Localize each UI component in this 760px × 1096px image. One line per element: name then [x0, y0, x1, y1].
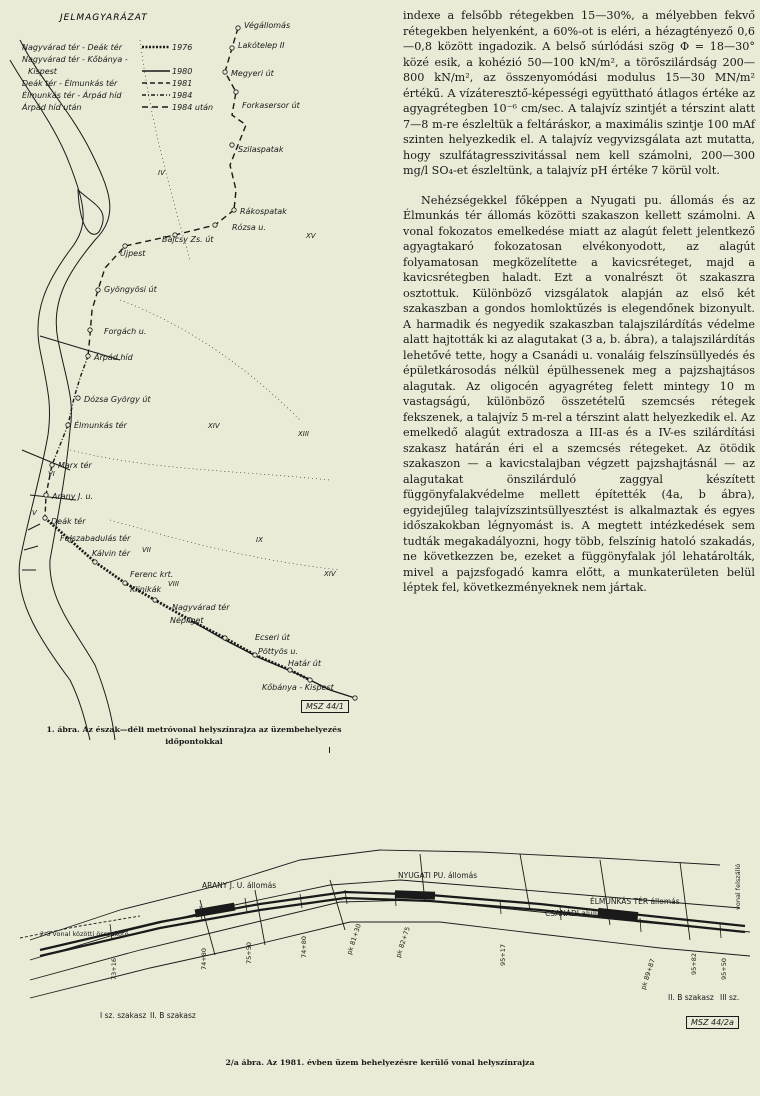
svg-text:pk 82+75: pk 82+75	[394, 925, 412, 959]
station-label: Megyeri út	[231, 69, 274, 78]
station-label: Kálvin tér	[92, 549, 131, 558]
svg-text:75+50: 75+50	[245, 942, 253, 964]
station-label: Élmunkás tér	[74, 421, 127, 430]
svg-text:VII: VII	[142, 546, 151, 554]
article-paragraph: indexe a felsőbb rétegekben 15—30%, a mélyebben fekvő rétegekben helyenként, a 60%-ot is eléri, a hézagtényező 0,6—0,8 között ingadozik. A belső súrlódási szög Φ = 18—30° közé esik, a kohézió 50—100 kN/m², a törőszilárdság 200—800 kN/m², az összenyomódási modulus 15—30 MN/m² értékű. A vízáteresztő-képességi együttható átlagos értéke az agyagrétegben 10⁻⁶ cm/sec. A talajvíz szintjét a térszint alatt 7—8 m-re észleltük a feltáráskor, a maximális szintje 100 mAf szinten helyezkedik el. A talajvíz vegyvizsgálata azt mutatta, hogy szulfátagresszivitással nem kell számolni, 200—300 mg/l SO₄-et észleltünk, a talajvíz pH értéke 7 körül volt.	[403, 9, 755, 177]
svg-text:XIV: XIV	[208, 422, 220, 430]
legend-year-6: 1984 után	[172, 103, 214, 112]
metro-line	[45, 28, 355, 698]
station-label: Végállomás	[244, 21, 291, 30]
article-paragraph: Nehézségekkel főképpen a Nyugati pu. állomás és az Élmunkás tér állomás közötti szakaszon kellett számolni. A vonal fokozatos emelkedése miatt az alagút felett jelentkező agyagtakaró fokozatosan elvékonyodott, az alagút folyamatosan megközelítette a kavicsréteget, majd a kavicsrétegben haladt. Ezt a vonalrészt öt szakaszra osztottuk. Különböző vizsgálatok alapján az első két szakaszban a gondos homloktűzés is elegendőnek bizonyult. A harmadik és negyedik szakaszban talajszilárdítás védelme alatt hajtották ki az alagutakat (3 a, b. ábra), a talajszilárdítás lehetővé tette, hogy a Csanádi u. vonaláig felszínsüllyedés és épületkárosodás nélkül épülhessenek meg a pajzshajtásos alagutak. Az oligocén agyagréteg felett mintegy 10 m vastagságú, különböző összetételű szemcsés rétegek fekszenek, a talajvíz 5 m-rel a térszint alatt helyezkedik el. Az emelkedő alagút extradosza a III-as és a IV-es szilárdítási szakasz határán éri el a szemcsés rétegeket. Az ötödik szakaszon — a kavicstalajban végzett pajzshajtásnál — az alagutakat önszilárduló zaggyal készített függönyfalakvédelme mellett építették (4a, b ábra), egyidejűleg talajvízszintsüllyesztést is alkalmaztak és egyes időszakokban légnyomást is. A megtett intézkedések sem tudták megakadályozni, hogy több, felszínig hatoló szakadás, ne következzen be, ezeket a függönyfalak jól lehatárolták, mivel a pajzsfogadó kamra előtt, a munkaterületen belül léptek fel, következményeknek nem jártak.	[403, 193, 756, 594]
legend-label-6: Árpád híd után	[22, 103, 82, 112]
station-label: Rákospatak	[240, 207, 287, 216]
svg-text:pk 89+87: pk 89+87	[639, 957, 657, 991]
station-label: Kőbánya - Kispest	[262, 683, 334, 692]
station-label: Deák tér	[51, 517, 86, 526]
station-label: Árpád híd	[94, 353, 133, 362]
station-label: Forkasersor út	[242, 101, 300, 110]
svg-text:vonal felszálló: vonal felszálló	[734, 863, 742, 910]
svg-text:VIII: VIII	[168, 580, 179, 588]
station-label: Arany J. u.	[52, 492, 94, 501]
label-csanadi: CSANÁDI aluljáró	[545, 909, 610, 918]
district-boundaries	[70, 40, 340, 570]
label-elmunkas: ÉLMUNKÁS TÉR állomás	[590, 897, 680, 906]
station-label: Lakótelep II	[238, 41, 285, 50]
svg-text:95+50: 95+50	[720, 958, 728, 980]
label-section-3: III sz.	[720, 993, 740, 1002]
station-label: Nagyvárad tér	[172, 603, 230, 612]
svg-text:V: V	[32, 509, 37, 517]
station-label: Népliget	[170, 616, 204, 625]
station-label: Újpest	[120, 249, 146, 258]
svg-text:73+16: 73+16	[110, 958, 118, 980]
legend	[21, 42, 213, 112]
tick-mark	[329, 747, 330, 753]
legend-title: JELMAGYARÁZAT	[60, 13, 148, 23]
figure2-caption: 2/a ábra. Az 1981. évben üzem behelyezésre kerülő vonal helyszínrajza	[225, 1058, 535, 1067]
legend-year-5: 1984	[172, 91, 193, 100]
legend-label-2: Nagyvárad tér - Kőbánya -	[22, 55, 128, 64]
station-label: Szilaspatak	[238, 145, 284, 154]
figure2-reference: MSZ 44/2a	[686, 1016, 739, 1029]
label-nyugati: NYUGATI PU. állomás	[398, 871, 478, 880]
legend-year-1: 1976	[172, 43, 193, 52]
svg-text:IX: IX	[256, 536, 263, 544]
svg-text:XIV: XIV	[324, 570, 336, 578]
station-label: Dózsa György út	[84, 395, 151, 404]
station-label: Marx tér	[58, 461, 92, 470]
svg-text:74+80: 74+80	[300, 936, 308, 958]
svg-text:XIII: XIII	[298, 430, 309, 438]
legend-year-3: 1980	[172, 67, 193, 76]
station-label: Forgách u.	[104, 327, 147, 336]
station-labels	[51, 20, 335, 692]
article-body	[403, 8, 755, 596]
legend-label-4: Deák tér - Élmunkás tér	[22, 79, 118, 88]
legend-label-1: Nagyvárad tér - Deák tér	[22, 43, 122, 52]
svg-text:95+17: 95+17	[499, 944, 507, 966]
label-section-2a: II. B szakasz	[150, 1011, 196, 1020]
station-label: Határ út	[288, 659, 321, 668]
svg-text:95+82: 95+82	[690, 953, 698, 975]
station-label: Rózsa u.	[232, 223, 266, 232]
station-label: Ferenc krt.	[130, 570, 174, 579]
figure1-reference: MSZ 44/1	[301, 700, 349, 713]
street-blocks	[30, 850, 750, 998]
svg-text:XV: XV	[306, 232, 316, 240]
label-section-2b: II. B szakasz	[668, 993, 714, 1002]
svg-text:pk 81+30: pk 81+30	[345, 922, 363, 956]
legend-year-4: 1981	[172, 79, 193, 88]
metro-line-map	[0, 0, 380, 760]
svg-text:74+80: 74+80	[200, 948, 208, 970]
danube-river	[10, 40, 115, 740]
station-label: Ecseri út	[255, 633, 290, 642]
station-label: Felszabadulás tér	[60, 534, 131, 543]
svg-text:IV: IV	[158, 169, 165, 177]
station-label: Bajcsy Zs. út	[162, 235, 214, 244]
station-label: Klinikák	[130, 585, 162, 594]
station-markers	[43, 26, 357, 700]
svg-text:VI: VI	[48, 470, 55, 478]
legend-label-5: Élmunkás tér - Árpád híd	[22, 91, 122, 100]
station-label: Pöttyös u.	[258, 647, 298, 656]
label-section-1: I sz. szakasz	[100, 1011, 147, 1020]
station-label: Gyöngyösi út	[104, 285, 157, 294]
figure1-caption: 1. ábra. Az észak—déli metróvonal helyszínrajza az üzembehelyezés időpontokkal	[46, 725, 342, 746]
site-plan-1981	[0, 840, 760, 1050]
legend-label-3: Kispest	[28, 67, 57, 76]
label-arany: ARANY J. U. állomás	[202, 881, 277, 890]
label-connector: 2-3 vonal közötti összekötő	[40, 930, 129, 938]
